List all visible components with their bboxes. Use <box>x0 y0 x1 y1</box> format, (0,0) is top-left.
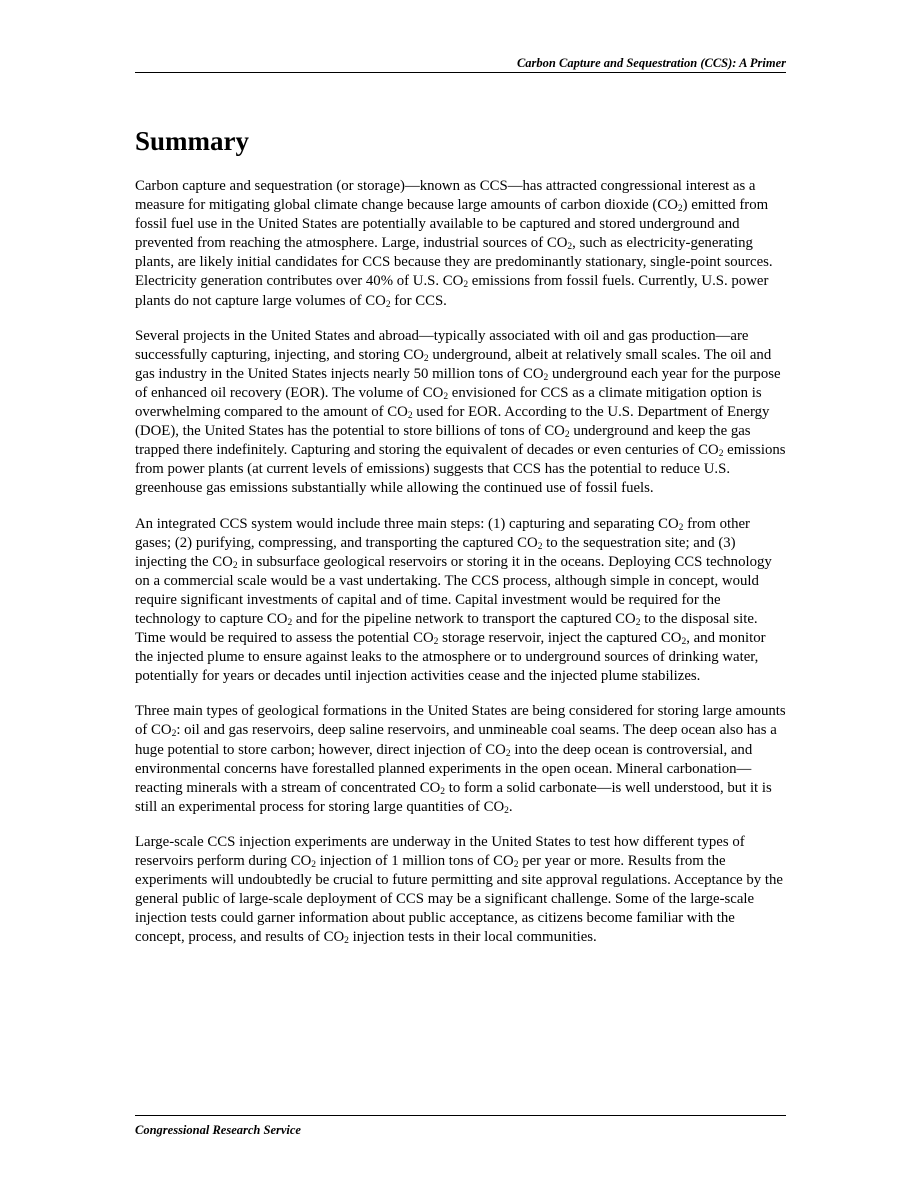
text-run: Large-scale CCS injection experiments are underway in the United States to test how different types of reservoirs perform during CO <box>135 833 745 869</box>
text-run: in subsurface geological reservoirs or storing it in the oceans. Deploying CCS technology on a commercial scale would be a vast undertaking. The CCS process, although simple in concept, would require significant investments of capital and of time. Capital investment would be required for the technology to capture CO <box>135 553 772 627</box>
subscript: 2 <box>344 936 349 947</box>
running-header <box>135 54 786 73</box>
summary-body <box>135 177 787 963</box>
text-run: emissions from fossil fuels. Currently, U.S. power plants do not capture large volumes of CO <box>135 273 769 309</box>
text-run: Several projects in the United States and abroad—typically associated with oil and gas production—are successfully capturing, injecting, and storing CO <box>135 327 749 363</box>
page-title: Summary <box>135 126 249 156</box>
text-run: underground, albeit at relatively small scales. The oil and gas industry in the United States injects nearly 50 million tons of CO <box>135 346 772 382</box>
subscript: 2 <box>718 449 724 460</box>
subscript: 2 <box>463 280 469 291</box>
subscript: 2 <box>678 522 684 533</box>
subscript: 2 <box>440 786 446 797</box>
subscript: 2 <box>543 372 549 383</box>
text-run: per year or more. Results from the experiments will undoubtedly be crucial to future permitting and site approval regulations. Acceptance by the general public of large-scale deployment of CCS may be a significant challenge. Some of the large-scale injection tests could garner information about public acceptance, as citizens become familiar with the concept, process, and results of CO <box>135 853 783 946</box>
text-run: to the sequestration site; and (3) injecting the CO <box>135 534 736 570</box>
subscript: 2 <box>567 242 573 253</box>
paragraph <box>135 327 787 499</box>
subscript: 2 <box>443 391 449 402</box>
subscript: 2 <box>505 748 511 759</box>
text-run: An integrated CCS system would include three main steps: (1) capturing and separating CO <box>135 515 679 532</box>
subscript: 2 <box>513 860 519 870</box>
paragraph <box>135 177 787 311</box>
text-run: storage reservoir, inject the captured CO <box>438 630 682 647</box>
paragraph <box>135 515 787 687</box>
text-run: underground and keep the gas trapped there indefinitely. Capturing and storing the equivalent of decades or even centuries of CO <box>135 423 751 459</box>
text-run: . <box>508 798 513 815</box>
paragraph <box>135 833 787 948</box>
text-run: into the deep ocean is controversial, and environmental concerns have forestalled planned experiments in the open ocean. Mineral carbonation—reacting minerals with a stream of concentrated CO <box>135 741 753 796</box>
subscript: 2 <box>677 204 683 215</box>
text-run: envisioned for CCS as a climate mitigation option is overwhelming compared to the amount of CO <box>135 384 762 421</box>
text-run: emissions from power plants (at current levels of emissions) suggests that CCS has the potential to reduce U.S. greenhouse gas emissions substantially while allowing the continued use of fossil fuels. <box>135 442 786 497</box>
text-run: injection of 1 million tons of CO <box>316 853 514 869</box>
text-run: from other gases; (2) purifying, compressing, and transporting the captured CO <box>135 515 750 551</box>
text-run: : oil and gas reservoirs, deep saline reservoirs, and unmineable coal seams. The deep ocean also has a huge potential to store carbon; however, direct injection of CO <box>135 722 777 758</box>
subscript: 2 <box>433 637 439 648</box>
subscript: 2 <box>385 299 391 310</box>
text-run: used for EOR. According to the U.S. Department of Energy (DOE), the United States has the potential to store billions of tons of CO <box>135 404 770 440</box>
text-run: injection tests in their local communities. <box>348 929 597 946</box>
running-header-title: Carbon Capture and Sequestration (CCS): A Primer <box>516 56 786 70</box>
subscript: 2 <box>232 560 238 571</box>
text-run: Three main types of geological formations in the United States are being considered for storing large amounts of CO <box>135 703 786 739</box>
subscript: 2 <box>504 805 509 816</box>
subscript: 2 <box>681 637 687 648</box>
subscript: 2 <box>423 353 429 364</box>
text-run: , such as electricity-generating plants, are likely initial candidates for CCS because they are predominantly stationary, single-point sources. Electricity generation contributes over 40% of U.S. CO <box>135 235 773 290</box>
text-run: and for the pipeline network to transport the captured CO <box>292 610 636 627</box>
subscript: 2 <box>171 729 177 740</box>
text-run: underground each year for the purpose of enhanced oil recovery (EOR). The volume of CO <box>135 365 781 401</box>
text-run: , and monitor the injected plume to ensure against leaks to the atmosphere or to underground sources of drinking water, potentially for years or decades until injection activities cease and the injected plume stabilizes. <box>135 630 766 685</box>
subscript: 2 <box>635 617 641 628</box>
text-run: for CCS. <box>390 292 447 309</box>
paragraph <box>135 702 787 817</box>
subscript: 2 <box>564 430 570 441</box>
subscript: 2 <box>311 860 317 870</box>
footer-organization: Congressional Research Service <box>135 1123 301 1137</box>
running-footer <box>135 1115 786 1139</box>
text-run: to form a solid carbonate—is well understood, but it is still an experimental process for storing large quantities of CO <box>135 779 772 815</box>
text-run: to the disposal site. Time would be required to assess the potential CO <box>135 610 758 647</box>
text-run: ) emitted from fossil fuel use in the United States are potentially available to be captured and stored underground and prevented from reaching the atmosphere. Large, industrial sources of CO <box>135 197 769 252</box>
subscript: 2 <box>287 617 293 628</box>
text-run: Carbon capture and sequestration (or storage)—known as CCS—has attracted congressional interest as a measure for mitigating global climate change because large amounts of carbon dioxide (CO <box>135 178 756 214</box>
subscript: 2 <box>537 541 543 552</box>
subscript: 2 <box>407 411 413 422</box>
